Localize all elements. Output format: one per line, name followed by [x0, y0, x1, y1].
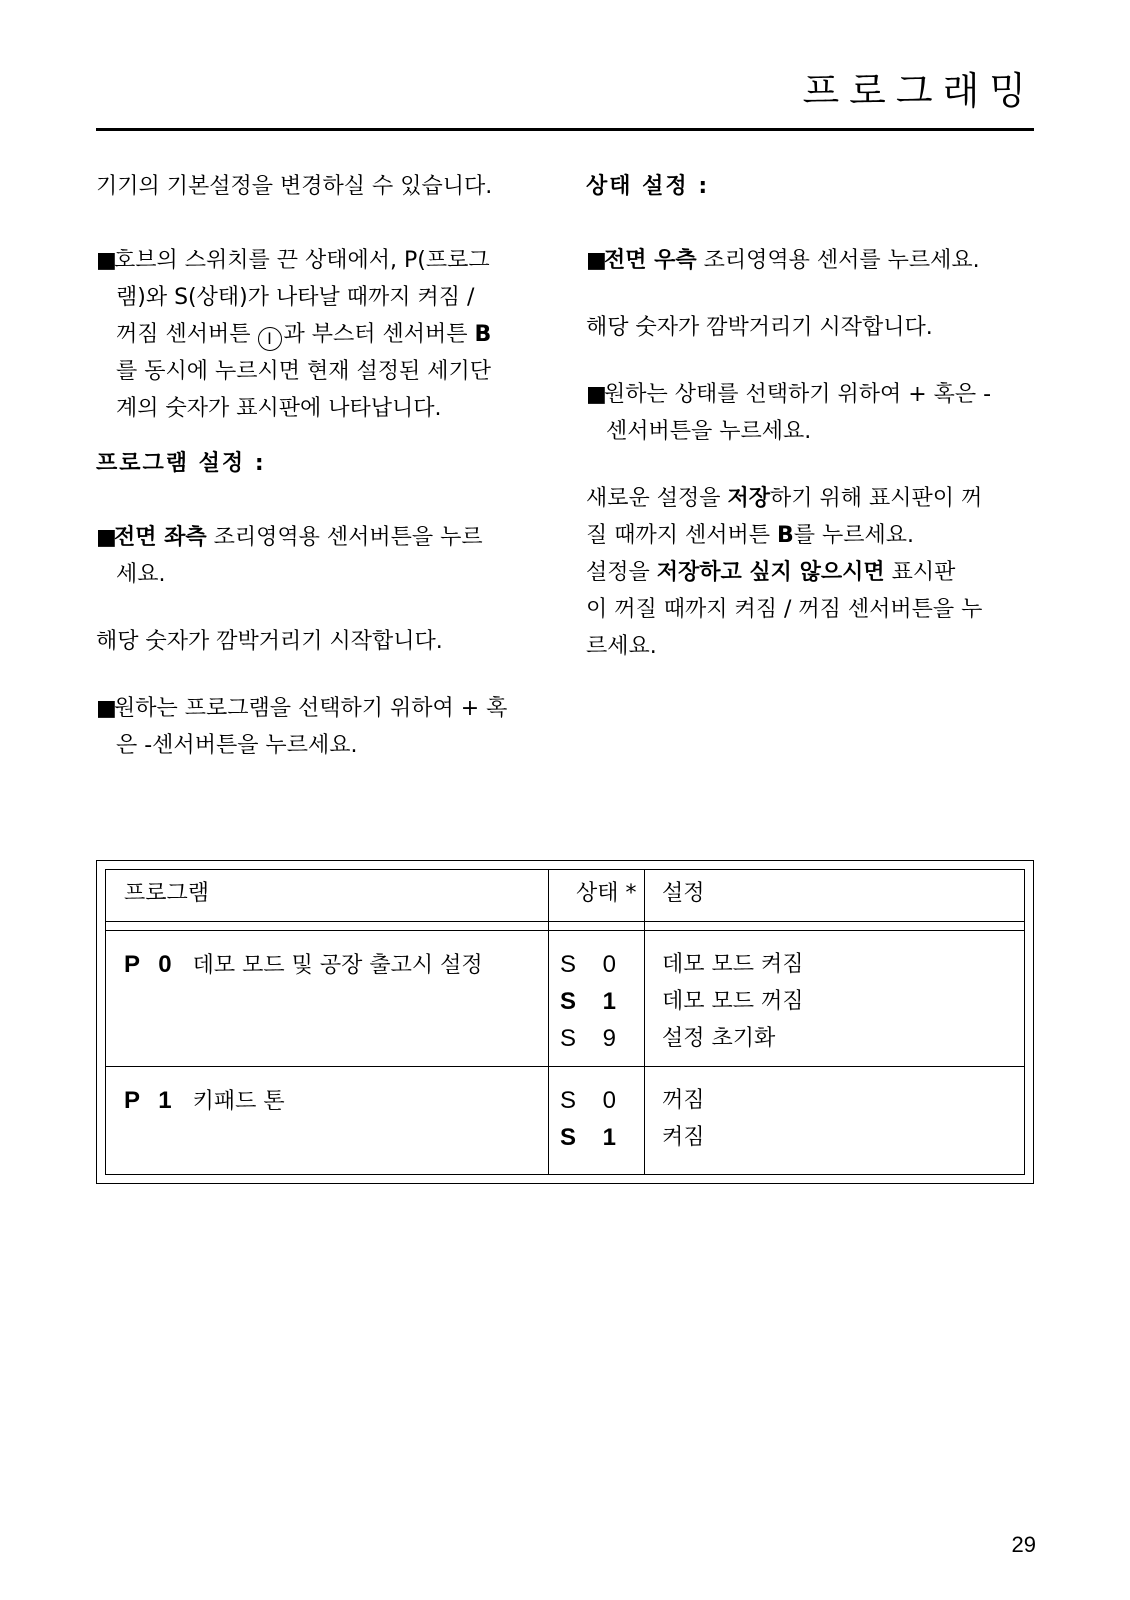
setting-value: 켜짐 — [662, 1125, 705, 1150]
square-bullet-icon: ■ — [96, 248, 117, 273]
save-instruction-line2 — [586, 517, 1036, 554]
setting-list — [662, 946, 804, 1057]
bullet-line: 계의 숫자가 표시판에 나타납니다. — [116, 396, 442, 421]
status-code: S 0 — [560, 951, 627, 978]
text-fragment: 하기 위해 표시판이 꺼 — [770, 486, 983, 511]
bullet-front-right — [586, 242, 1036, 279]
text-fragment: 설정을 — [586, 560, 657, 585]
table-divider — [644, 870, 645, 1174]
text-fragment: 표시판 — [884, 560, 956, 585]
setting-value: 데모 모드 켜짐 — [662, 952, 804, 977]
bullet-line: 센서버튼을 누르세요. — [606, 419, 812, 444]
status-code: S 1 — [560, 988, 627, 1015]
nosave-instruction — [586, 554, 1036, 591]
settings-table-inner — [105, 869, 1025, 1175]
status-code: S 1 — [560, 1124, 627, 1151]
front-right-label: 전면 우측 — [604, 248, 697, 273]
program-name: 데모 모드 및 공장 출고시 설정 — [192, 953, 483, 978]
status-setting-heading: 상태 설정 : — [586, 174, 710, 199]
text-fragment: 조리영역용 센서버튼을 누르 — [206, 525, 483, 550]
square-bullet-icon: ■ — [96, 696, 117, 721]
square-bullet-icon: ■ — [96, 525, 117, 550]
program-code: P 1 — [124, 1087, 178, 1114]
square-bullet-icon: ■ — [586, 248, 607, 273]
page-title: 프로그래밍 — [802, 69, 1036, 113]
status-code: S 0 — [560, 1087, 627, 1114]
program-name: 키패드 톤 — [192, 1089, 285, 1114]
bullet-line: 원하는 상태를 선택하기 위하여 + 혹은 - — [604, 382, 992, 407]
header-rule — [96, 128, 1034, 131]
text-fragment: 과 부스터 센서버튼 — [283, 322, 468, 347]
booster-b-label: B — [474, 322, 492, 347]
nosave-label: 저장하고 싶지 않으시면 — [656, 560, 885, 585]
front-left-label: 전면 좌측 — [114, 525, 207, 550]
bullet-line: 은 -센서버튼을 누르세요. — [116, 733, 358, 758]
header-program: 프로그램 — [124, 881, 210, 906]
bullet-front-left — [96, 519, 546, 593]
table-divider — [548, 870, 549, 1174]
settings-table — [96, 860, 1034, 1184]
text-fragment: 조리영역용 센서를 누르세요. — [696, 248, 980, 273]
save-label: 저장 — [727, 486, 771, 511]
bullet-select-program — [96, 690, 546, 764]
text-fragment: 를 누르세요. — [793, 523, 915, 548]
bullet-line — [96, 316, 546, 353]
header-setting: 설정 — [662, 881, 705, 906]
power-circle-icon: I — [258, 327, 282, 351]
program-code: P 0 — [124, 951, 178, 978]
table-row-rule — [106, 1066, 1024, 1067]
table-header-rule — [106, 930, 1024, 931]
nosave-instruction-line2: 이 꺼질 때까지 켜짐 / 꺼짐 센서버튼을 누 — [586, 597, 983, 622]
page-number: 29 — [1011, 1532, 1036, 1557]
intro-text: 기기의 기본설정을 변경하실 수 있습니다. — [96, 174, 493, 199]
table-row — [124, 1082, 285, 1120]
table-header-rule — [106, 921, 1024, 922]
booster-b-label: B — [777, 523, 794, 548]
right-column — [586, 168, 1036, 665]
setting-value: 꺼짐 — [662, 1088, 705, 1113]
blink-text-right: 해당 숫자가 깜박거리기 시작합니다. — [586, 315, 933, 340]
square-bullet-icon: ■ — [586, 382, 607, 407]
setting-value: 설정 초기화 — [662, 1026, 776, 1051]
setting-value: 데모 모드 꺼짐 — [662, 989, 804, 1014]
blink-text-left: 해당 숫자가 깜박거리기 시작합니다. — [96, 629, 443, 654]
save-instruction — [586, 480, 1036, 517]
bullet-line: 호브의 스위치를 끈 상태에서, P(프로그 — [114, 248, 490, 273]
bullet-select-status — [586, 376, 1036, 450]
bullet-line: 를 동시에 누르시면 현재 설정된 세기단 — [116, 359, 491, 384]
program-setting-heading: 프로그램 설정 : — [96, 451, 266, 476]
status-code: S 9 — [560, 1025, 627, 1052]
status-list — [560, 1082, 626, 1156]
bullet-power-off — [96, 242, 546, 427]
bullet-line: 세요. — [116, 562, 166, 587]
status-list — [560, 946, 626, 1057]
table-row — [124, 946, 483, 984]
left-column — [96, 168, 546, 764]
bullet-line: 램)와 S(상태)가 나타날 때까지 켜짐 / — [116, 285, 475, 310]
bullet-line: 원하는 프로그램을 선택하기 위하여 + 혹 — [114, 696, 508, 721]
setting-list — [662, 1082, 705, 1156]
header-status: 상태 * — [576, 881, 637, 906]
nosave-instruction-line3: 르세요. — [586, 634, 657, 659]
text-fragment: 꺼짐 센서버튼 — [116, 322, 251, 347]
text-fragment: 새로운 설정을 — [586, 486, 728, 511]
text-fragment: 질 때까지 센서버튼 — [586, 523, 777, 548]
